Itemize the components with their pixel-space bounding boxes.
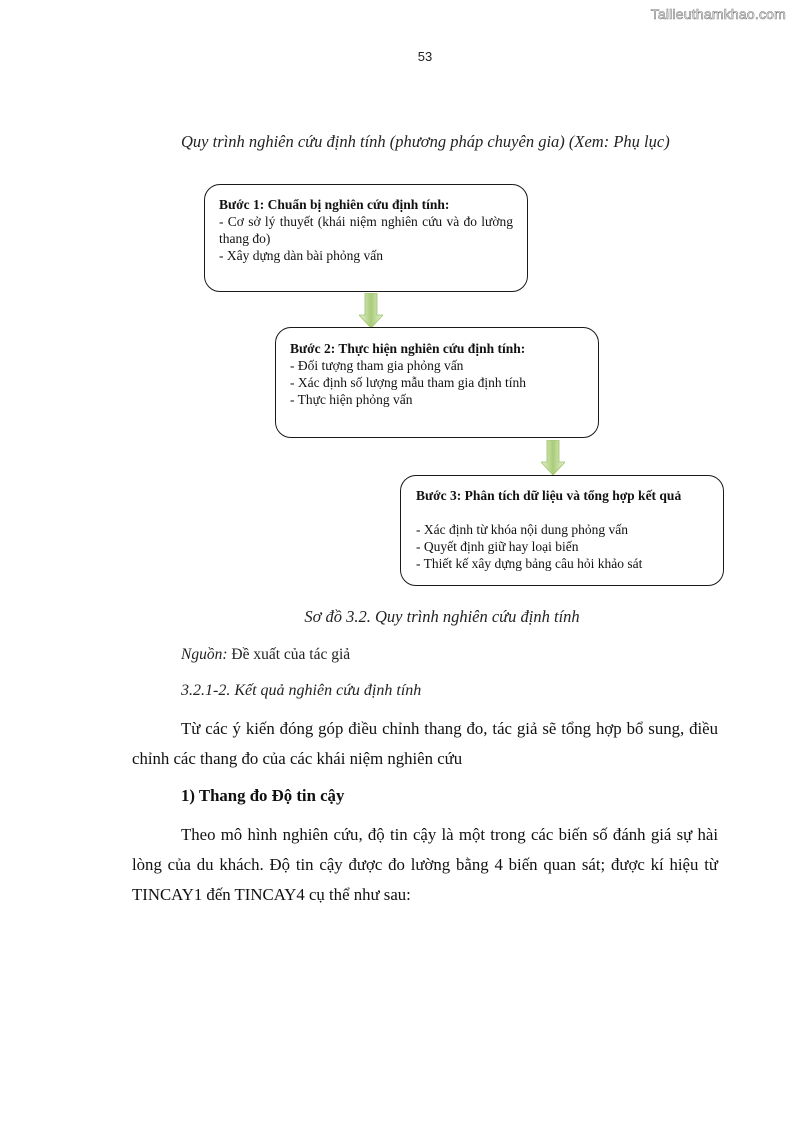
paragraph-2: Theo mô hình nghiên cứu, độ tin cậy là một trong các biến số đánh giá sự hài lòng của du khách. Độ tin cậy được đo lường bằng 4 biến quan sát; được kí hiệu từ TINCAY1 đến TINCAY4 cụ thể như sau: [132,825,718,904]
step-2-line-2: - Xác định số lượng mẫu tham gia định tính [290,375,527,390]
step-3-line-1: - Xác định từ khóa nội dung phỏng vấn [416,522,629,537]
step-1-box [204,184,528,292]
step-2-line-1: - Đối tượng tham gia phỏng vấn [290,358,464,373]
source-label: Nguồn: [181,646,228,663]
page-number: 53 [417,49,433,64]
step-1-title: Bước 1: Chuẩn bị nghiên cứu định tính: [219,197,450,212]
step-2-title: Bước 2: Thực hiện nghiên cứu định tính: [290,341,526,356]
step-3-line-2: - Quyết định giữ hay loại biến [416,539,579,554]
source-text: Đề xuất của tác giả [227,646,351,663]
source-note [181,646,350,664]
down-arrow-icon [359,293,383,329]
step-1-line-1: - Cơ sở lý thuyết (khái niệm nghiên cứu và đo lường thang đo) [219,214,513,246]
paragraph-1: Từ các ý kiến đóng góp điều chỉnh thang đo, tác giả sẽ tổng hợp bổ sung, điều chỉnh các thang đo của các khái niệm nghiên cứu [132,719,718,768]
step-1-line-2: - Xây dựng dàn bài phỏng vấn [219,248,384,263]
watermark: Tailieuthamkhao.com [650,6,786,22]
step-3-box [400,475,724,586]
step-3-title: Bước 3: Phân tích dữ liệu và tổng hợp kết quả [416,488,682,503]
figure-caption: Sơ đồ 3.2. Quy trình nghiên cứu định tính [304,607,580,626]
step-3-spacer [416,504,709,521]
step-2-box [275,327,599,438]
section-heading: 1) Thang đo Độ tin cậy [181,786,345,805]
step-2-line-3: - Thực hiện phỏng vấn [290,392,413,407]
subsection-title: 3.2.1-2. Kết quả nghiên cứu định tính [181,682,422,699]
down-arrow-icon [541,440,565,476]
step-3-line-3: - Thiết kế xây dựng bảng câu hỏi khảo sát [416,556,643,571]
diagram-caption: Quy trình nghiên cứu định tính (phương pháp chuyên gia) (Xem: Phụ lục) [181,132,670,151]
